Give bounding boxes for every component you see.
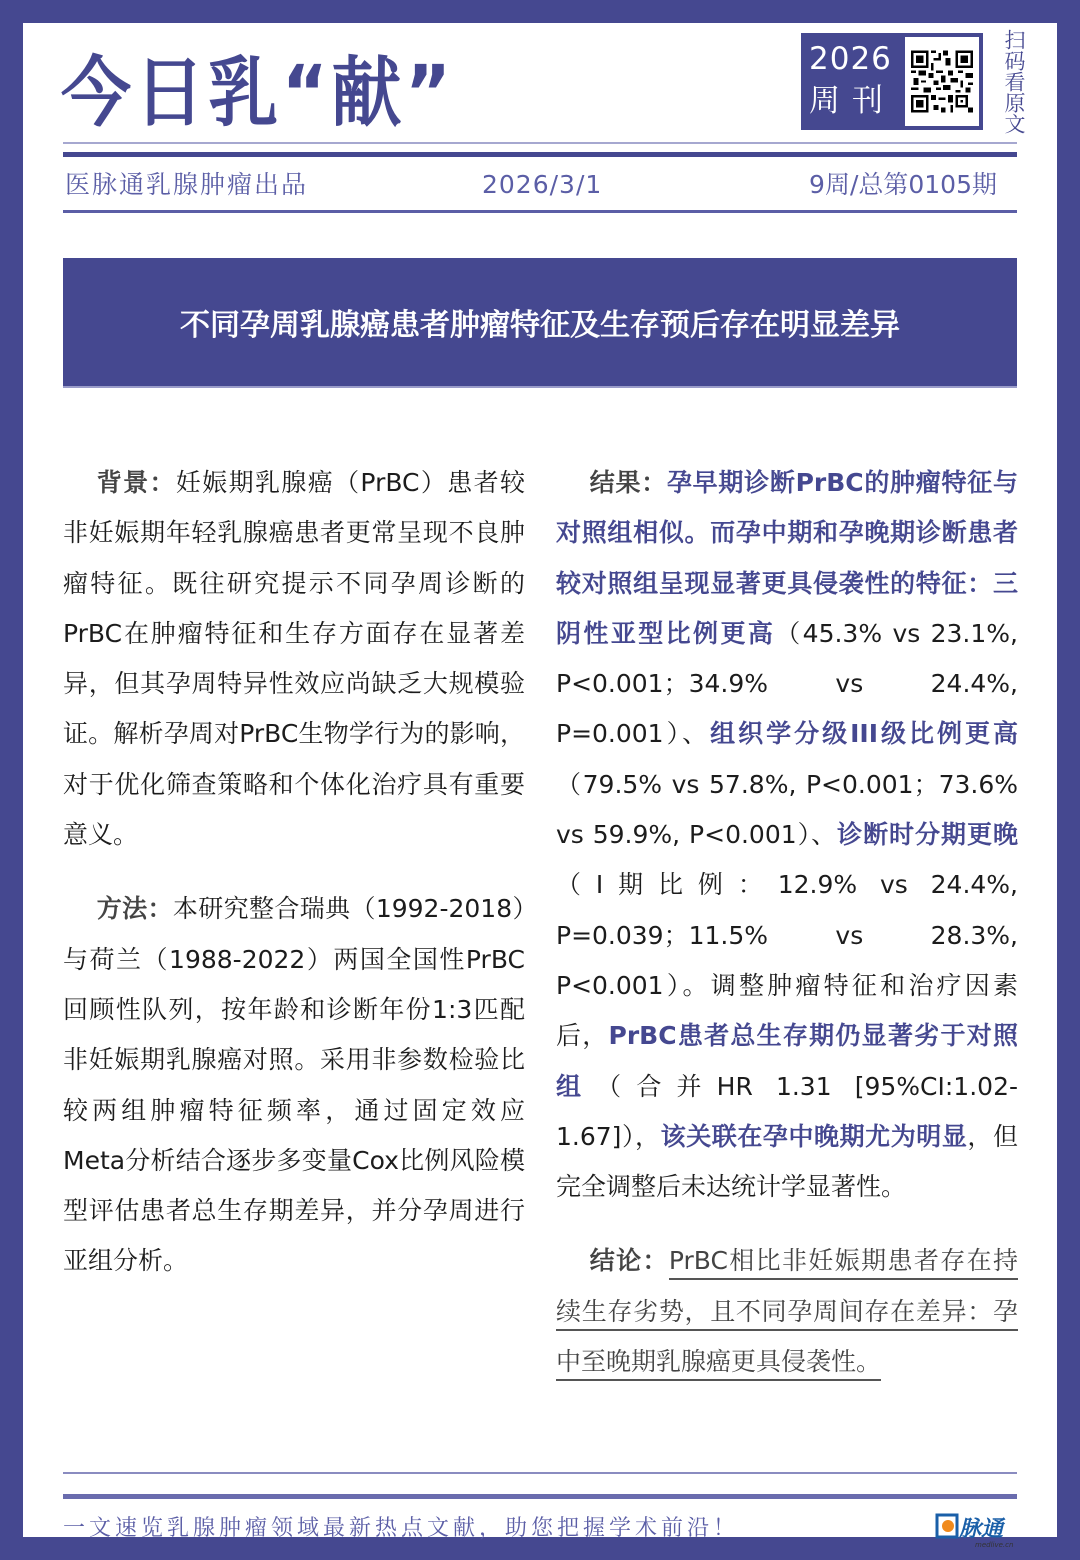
- header-divider-thick: [63, 152, 1017, 157]
- brand-title: 今日乳“献”: [61, 48, 455, 137]
- medlive-logo-icon[interactable]: [935, 1509, 1019, 1551]
- results-segment: （合并HR 1.31 [95%CI:1.02-1.67]），: [556, 1071, 1018, 1151]
- background-label: 背景：: [96, 468, 176, 497]
- issue-box: [801, 33, 983, 130]
- results-segment: 该关联在孕中晚期尤为明显: [660, 1121, 968, 1151]
- results-segment: 组织学分级III级比例更高: [710, 719, 1018, 749]
- conclusion-section: [556, 1236, 1018, 1387]
- right-column: [556, 458, 1018, 1411]
- newsletter-page: [23, 23, 1057, 1549]
- issue-date: 2026/3/1: [482, 170, 603, 199]
- methods-label: 方法：: [96, 894, 173, 924]
- results-segment: 三阴性亚型比例更高: [556, 568, 1018, 648]
- issue-kind: 周刊: [809, 83, 895, 119]
- results-label: 结果：: [589, 468, 667, 497]
- footer-tagline: 一文速览乳腺肿瘤领域最新热点文献，助您把握学术前沿！: [63, 1516, 740, 1541]
- methods-section: [63, 884, 525, 1286]
- publisher: 医脉通乳腺肿瘤出品: [65, 170, 309, 199]
- results-segment: （79.5% vs 57.8%, P<0.001；73.6% vs 59.9%, P<0.001）、: [556, 769, 1018, 850]
- scan-label: 扫码看原文: [1002, 29, 1026, 134]
- conclusion-text: PrBC相比非妊娠期患者存在持续生存劣势，且不同孕周间存在差异：孕中至晚期乳腺癌更具侵袭性。: [556, 1246, 1018, 1381]
- footer-divider-thick: [63, 1494, 1017, 1499]
- svg-text:medlive.cn: medlive.cn: [975, 1541, 1014, 1549]
- left-column: [63, 458, 525, 1311]
- results-segment: PrBC患者总生存期仍显著劣于对照组: [556, 1021, 1018, 1101]
- issue-number: 9周/总第0105期: [809, 170, 997, 199]
- background-section: [63, 458, 525, 860]
- qr-code-icon[interactable]: [901, 33, 983, 130]
- svg-text:脉通: 脉通: [959, 1517, 1004, 1542]
- title-banner: [63, 258, 1017, 388]
- results-segment: （I期比例：12.9% vs 24.4%, P=0.039；11.5% vs 28.3%, P<0.001）。调整肿瘤特征和治疗因素后，: [556, 870, 1018, 1051]
- footer-divider-thin: [63, 1472, 1017, 1474]
- methods-text: 本研究整合瑞典（1992-2018）与荷兰（1988-2022）两国全国性PrBC回顾性队列，按年龄和诊断年份1:3匹配非妊娠期乳腺癌对照。采用非参数检验比较两组肿瘤特征频率，通过固定效应Meta分析结合逐步多变量Cox比例风险模型评估患者总生存期差异，并分孕周进行亚组分析。: [63, 894, 525, 1276]
- results-section: [556, 458, 1018, 1212]
- conclusion-label: 结论：: [589, 1246, 669, 1276]
- results-segment: ，但完全调整后未达统计学显著性。: [556, 1121, 1018, 1202]
- meta-divider: [63, 210, 1017, 213]
- article-title: 不同孕周乳腺癌患者肿瘤特征及生存预后存在明显差异: [180, 308, 900, 343]
- results-segment: 孕早期诊断PrBC的肿瘤特征与对照组相似。而孕中期和孕晚期诊断患者较对照组呈现显著更具侵袭性的特征：: [556, 468, 1018, 598]
- header-divider-thin: [63, 142, 1017, 144]
- meta-row: [63, 163, 1017, 207]
- background-text: 妊娠期乳腺癌（PrBC）患者较非妊娠期年轻乳腺癌患者更常呈现不良肿瘤特征。既往研究提示不同孕周诊断的PrBC在肿瘤特征和生存方面存在显著差异，但其孕周特异性效应尚缺乏大规模验证。解析孕周对PrBC生物学行为的影响，对于优化筛查策略和个体化治疗具有重要意义。: [63, 468, 525, 850]
- results-segment: （45.3% vs 23.1%, P<0.001；34.9% vs 24.4%, P=0.001）、: [556, 618, 1018, 749]
- results-segment: 诊断时分期更晚: [837, 820, 1018, 850]
- issue-year: 2026: [809, 41, 892, 77]
